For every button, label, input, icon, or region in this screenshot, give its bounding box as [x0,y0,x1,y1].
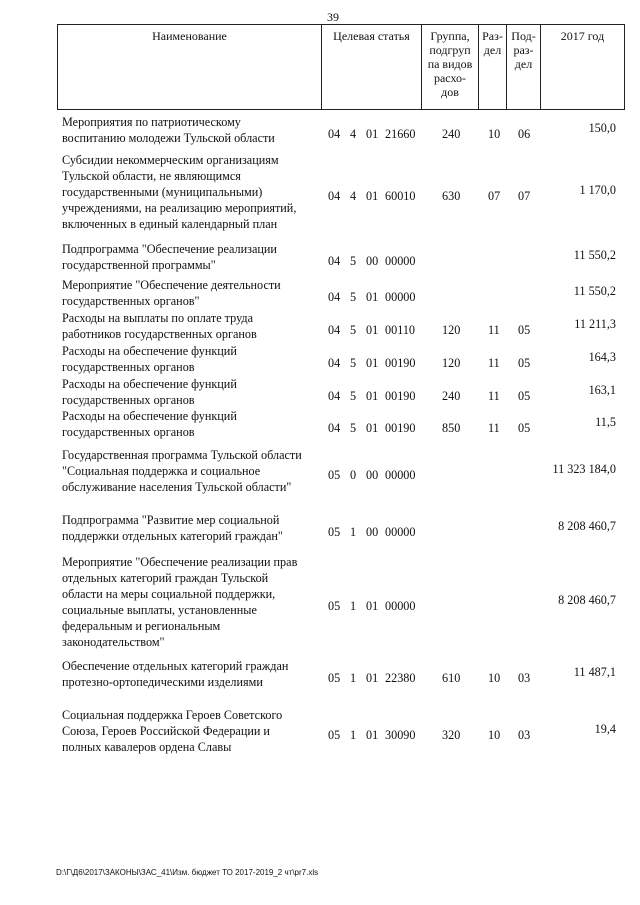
page-number: 39 [327,10,339,24]
row-name-line: Расходы на обеспечение функций [62,377,237,391]
header-group-line: дов [441,85,459,99]
row-name [62,343,320,375]
header-section-cell [478,24,507,110]
header-name: Наименование [152,29,227,43]
header-group-line: па видов [427,57,473,71]
row-name-line: федеральным и региональным [62,619,221,633]
row-group-cell: 320 [442,728,461,742]
row-cs-cell: 1 [350,728,357,742]
row-cs-cell: 30090 [385,728,416,742]
row-name-line: государственной программы" [62,258,216,272]
row-subsection-cell: 06 [518,127,531,141]
header-group-line: подгруп [429,43,471,57]
row-cs-cell: 22380 [385,671,416,685]
row-subsection-cell: 03 [518,671,531,685]
row-cs-cell: 21660 [385,127,416,141]
row-cs-cell: 00000 [385,525,416,539]
row-name [62,707,320,755]
row-cs-cell: 05 [328,468,341,482]
row-name-line: государственных органов [62,425,195,439]
row-name [62,512,320,544]
row-amount: 11,5 [595,415,616,429]
row-cs-cell: 01 [366,671,379,685]
header-group-line: Группа, [430,29,470,43]
row-group-cell: 120 [442,356,461,370]
row-cs-cell: 04 [328,254,341,268]
row-subsection-cell: 05 [518,356,531,370]
row-amount: 164,3 [588,350,616,364]
row-cs-cell: 5 [350,389,357,403]
row-cs-cell: 5 [350,323,357,337]
row-cs-cell: 00 [366,468,379,482]
header-group-line: расхо- [433,71,467,85]
row-name [62,408,320,440]
header-section-line: Раз- [482,29,503,43]
header-subsection-cell [506,24,541,110]
row-section-cell: 10 [488,671,501,685]
row-name-line: государственных органов" [62,294,200,308]
row-amount: 11 550,2 [573,248,616,262]
row-name-line: Тульской области, не являющимся [62,169,241,183]
row-name-line: включенных в единый календарный план [62,217,278,231]
row-subsection-cell: 05 [518,421,531,435]
header-subsection-line: раз- [513,43,534,57]
header-year: 2017 год [560,29,605,43]
row-cs-cell: 1 [350,671,357,685]
row-name [62,658,320,690]
header-year-cell [540,24,625,110]
row-name-line: работников государственных органов [62,327,257,341]
row-cs-cell: 04 [328,356,341,370]
row-name [62,241,320,273]
row-cs-cell: 4 [350,127,357,141]
row-name-line: Расходы на обеспечение функций [62,409,237,423]
row-name-line: Государственная программа Тульской области [62,448,302,462]
row-section-cell: 10 [488,728,501,742]
row-subsection-cell: 07 [518,189,531,203]
row-cs-cell: 05 [328,671,341,685]
row-name-line: социальные выплаты, установленные [62,603,257,617]
row-cs-cell: 00110 [385,323,416,337]
row-name-line: Обеспечение отдельных категорий граждан [62,659,289,673]
row-name-line: Мероприятие "Обеспечение деятельности [62,278,281,292]
row-cs-cell: 1 [350,599,357,613]
row-cs-cell: 00000 [385,599,416,613]
row-group-cell: 120 [442,323,461,337]
row-name-line: Субсидии некоммерческим организациям [62,153,279,167]
row-amount: 11 550,2 [573,284,616,298]
header-subsection-line: Под- [511,29,536,43]
row-cs-cell: 00190 [385,389,416,403]
row-cs-cell: 01 [366,421,379,435]
row-subsection-cell: 05 [518,323,531,337]
row-name-line: законодательством" [62,635,165,649]
row-group-cell: 240 [442,127,461,141]
row-name-line: государственными (муниципальными) [62,185,263,199]
row-name-line: учреждениями, на реализацию мероприятий, [62,201,297,215]
row-cs-cell: 00000 [385,254,416,268]
row-section-cell: 11 [488,323,500,337]
row-name [62,376,320,408]
row-group-cell: 850 [442,421,461,435]
header-target: Целевая статья [333,29,410,43]
row-group-cell: 630 [442,189,461,203]
row-cs-cell: 00 [366,525,379,539]
row-cs-cell: 04 [328,189,341,203]
row-cs-cell: 01 [366,127,379,141]
row-cs-cell: 01 [366,356,379,370]
row-section-cell: 10 [488,127,501,141]
row-cs-cell: 5 [350,290,357,304]
row-cs-cell: 01 [366,189,379,203]
row-name-line: Союза, Героев Российской Федерации и [62,724,270,738]
row-name-line: Расходы на обеспечение функций [62,344,237,358]
row-name [62,277,320,309]
row-name-line: отдельных категорий граждан Тульской [62,571,269,585]
row-cs-cell: 60010 [385,189,416,203]
row-subsection-cell: 03 [518,728,531,742]
row-name [62,554,320,650]
row-section-cell: 11 [488,356,500,370]
row-cs-cell: 5 [350,254,357,268]
row-subsection-cell: 05 [518,389,531,403]
row-name-line: Подпрограмма "Обеспечение реализации [62,242,277,256]
row-amount: 11 211,3 [574,317,616,331]
row-name-line: области на меры социальной поддержки, [62,587,276,601]
row-name-line: поддержки отдельных категорий граждан" [62,529,283,543]
row-cs-cell: 01 [366,599,379,613]
row-section-cell: 07 [488,189,501,203]
row-cs-cell: 04 [328,389,341,403]
row-amount: 163,1 [588,383,616,397]
header-name-cell [57,24,322,110]
row-name-line: воспитанию молодежи Тульской области [62,131,275,145]
row-name-line: обслуживание населения Тульской области" [62,480,292,494]
row-cs-cell: 00000 [385,468,416,482]
row-cs-cell: 05 [328,525,341,539]
row-cs-cell: 04 [328,323,341,337]
row-cs-cell: 05 [328,728,341,742]
row-name [62,114,320,146]
header-subsection-line: дел [514,57,533,71]
row-amount: 150,0 [588,121,616,135]
row-cs-cell: 5 [350,421,357,435]
row-name-line: "Социальная поддержка и социальное [62,464,261,478]
row-cs-cell: 0 [350,468,357,482]
row-name [62,447,320,495]
row-cs-cell: 1 [350,525,357,539]
row-cs-cell: 5 [350,356,357,370]
row-amount: 8 208 460,7 [558,519,616,533]
row-cs-cell: 00190 [385,356,416,370]
row-name-line: Мероприятие "Обеспечение реализации прав [62,555,298,569]
row-amount: 8 208 460,7 [558,593,616,607]
header-section-line: дел [483,43,502,57]
row-cs-cell: 05 [328,599,341,613]
row-amount: 1 170,0 [579,183,616,197]
row-name-line: Подпрограмма "Развитие мер социальной [62,513,280,527]
row-cs-cell: 01 [366,290,379,304]
row-cs-cell: 00 [366,254,379,268]
row-name-line: Мероприятия по патриотическому [62,115,241,129]
row-name-line: полных кавалеров ордена Славы [62,740,232,754]
row-name-line: государственных органов [62,393,195,407]
row-cs-cell: 01 [366,728,379,742]
row-amount: 11 323 184,0 [552,462,616,476]
row-name-line: протезно-ортопедическими изделиями [62,675,263,689]
row-cs-cell: 00190 [385,421,416,435]
row-group-cell: 610 [442,671,461,685]
row-cs-cell: 01 [366,323,379,337]
file-path-footer: D:\Г\Д6\2017\ЗАКОНЫ\ЗАС_41\Изм. бюджет ТО 2017-2019_2 чт\pr7.xls [56,868,319,877]
row-name-line: государственных органов [62,360,195,374]
row-cs-cell: 04 [328,421,341,435]
row-section-cell: 11 [488,421,500,435]
row-amount: 19,4 [594,722,616,736]
row-cs-cell: 4 [350,189,357,203]
row-cs-cell: 00000 [385,290,416,304]
row-name [62,310,320,342]
row-name-line: Социальная поддержка Героев Советского [62,708,283,722]
row-group-cell: 240 [442,389,461,403]
row-name-line: Расходы на выплаты по оплате труда [62,311,254,325]
row-cs-cell: 04 [328,290,341,304]
header-group-cell [421,24,479,110]
row-amount: 11 487,1 [573,665,616,679]
row-section-cell: 11 [488,389,500,403]
row-cs-cell: 01 [366,389,379,403]
header-target-cell [321,24,422,110]
row-name [62,152,320,232]
row-cs-cell: 04 [328,127,341,141]
